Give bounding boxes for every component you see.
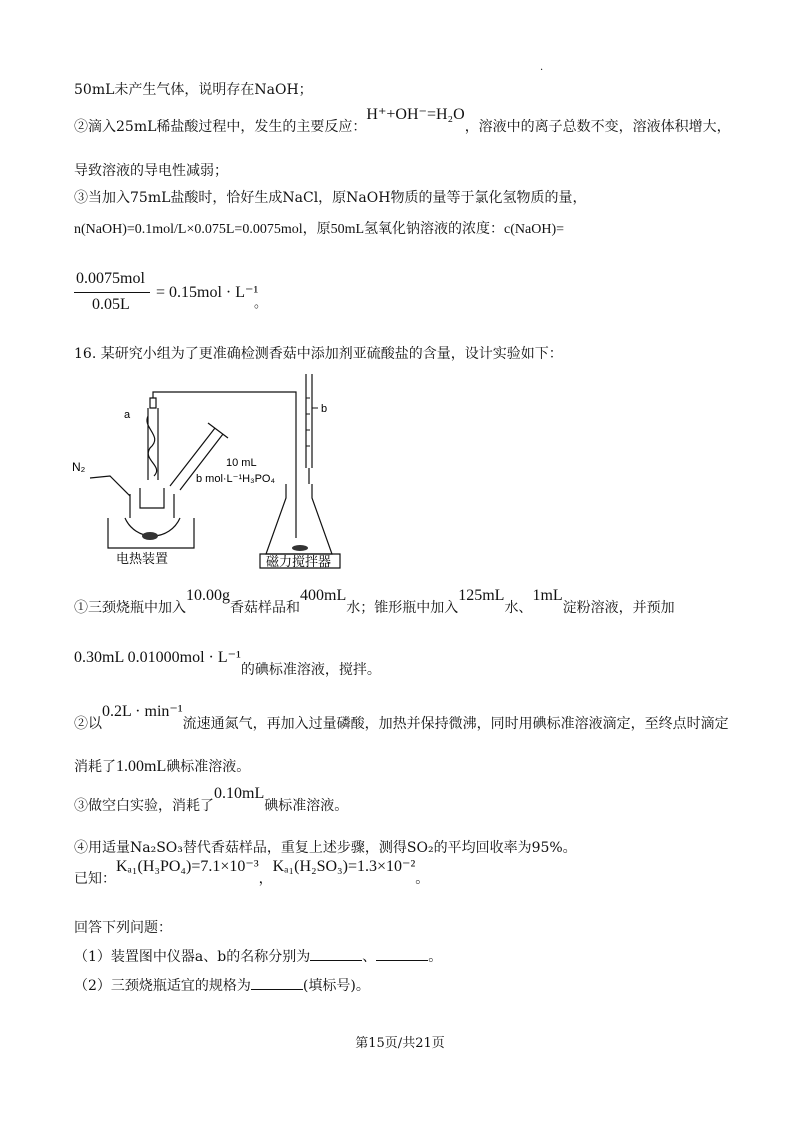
burette-b bbox=[306, 374, 312, 484]
label-n2: N₂ bbox=[72, 460, 86, 474]
step-1-text-d: 水、 bbox=[504, 600, 533, 616]
sub-question-1-sep: 、 bbox=[362, 949, 377, 965]
ionic-equation: H⁺+OH⁻=H₂O bbox=[366, 106, 465, 123]
three-neck-flask bbox=[130, 488, 174, 518]
fraction-bar bbox=[74, 292, 150, 293]
n2-inlet-tube bbox=[90, 476, 130, 496]
sub-question-1-end: 。 bbox=[428, 949, 443, 965]
step-1-text-b: 香菇样品和 bbox=[230, 600, 300, 616]
step-2-line-2 bbox=[74, 757, 250, 777]
step-2-line-1 bbox=[74, 703, 729, 734]
stir-bar bbox=[292, 545, 308, 551]
step-2-flow: 0.2L · min⁻¹ bbox=[102, 703, 183, 720]
step-1-text-e: 淀粉溶液，并预加 bbox=[562, 600, 675, 616]
answer-blank-a[interactable] bbox=[310, 946, 362, 961]
sub-question-2-end: (填标号)。 bbox=[302, 978, 370, 994]
label-stirrer: 磁力搅拌器 bbox=[266, 554, 332, 569]
header-dot: . bbox=[540, 62, 544, 73]
step-3-text-b: 碘标准溶液。 bbox=[264, 798, 349, 814]
fraction-denominator: 0.05L bbox=[92, 296, 130, 313]
answer-blank-b[interactable] bbox=[376, 946, 428, 961]
step-4-line: ④用适量Na₂SO₃替代香菇样品，重复上述步骤，测得SO₂的平均回收率为95%。 bbox=[74, 840, 577, 856]
known-separator: ， bbox=[258, 871, 273, 887]
label-10ml: 10 mL bbox=[226, 457, 257, 469]
step-1-mass: 10.00g bbox=[186, 587, 230, 604]
known-end: 。 bbox=[415, 871, 430, 887]
step-1-iodine: 0.30mL 0.01000mol · L⁻¹ bbox=[74, 649, 241, 666]
erlenmeyer-flask bbox=[266, 484, 332, 554]
step-1-starch: 1mL bbox=[532, 587, 563, 604]
step-1-line-1 bbox=[74, 587, 675, 618]
label-heater: 电热装置 bbox=[116, 551, 169, 566]
ka1-h2so3: Kₐ₁(H₂SO₃)=1.3×10⁻² bbox=[272, 858, 416, 875]
step-1-water: 400mL bbox=[300, 587, 347, 604]
sub-question-2-text: （2）三颈烧瓶适宜的规格为 bbox=[74, 978, 251, 994]
answer-intro: 回答下列问题： bbox=[74, 920, 172, 936]
question-16-title: 16. 某研究小组为了更准确检测香菇中添加剂亚硫酸盐的含量，设计实验如下： bbox=[74, 346, 563, 362]
text-line-2-suffix: ，溶液中的离子总数不变，溶液体积增大， bbox=[464, 119, 731, 135]
text-line-5: n(NaOH)=0.1mol/L×0.075L=0.0075mol，原50mL氢氧化钠溶液的浓度：c(NaOH)= bbox=[74, 222, 565, 237]
known-constants-line bbox=[74, 858, 430, 889]
step-2-text-c: 消耗了 bbox=[74, 759, 116, 775]
step-3-line bbox=[74, 785, 349, 816]
label-reagent: b mol·L⁻¹H₃PO₄ bbox=[196, 473, 275, 485]
step-1-flask-water: 125mL bbox=[458, 587, 505, 604]
label-b: b bbox=[321, 403, 328, 415]
step-1-text-f: 的碘标准溶液，搅拌。 bbox=[240, 662, 381, 678]
condenser-a bbox=[147, 408, 158, 480]
sub-question-2 bbox=[74, 975, 370, 996]
step-2-text-b: 流速通氮气，再加入过量磷酸，加热并保持微沸，同时用碘标准溶液滴定，至终点时滴定 bbox=[182, 716, 729, 732]
step-2-text-d: 碘标准溶液。 bbox=[166, 759, 251, 775]
step-1-line-2 bbox=[74, 649, 381, 680]
answer-blank-flask[interactable] bbox=[251, 975, 303, 990]
text-line-2-prefix: ②滴入25mL稀盐酸过程中，发生的主要反应： bbox=[74, 119, 367, 135]
sub-question-1-text: （1）装置图中仪器a、b的名称分别为 bbox=[74, 949, 311, 965]
step-1-text-c: 水；锥形瓶中加入 bbox=[346, 600, 459, 616]
text-line-3: 导致溶液的导电性减弱； bbox=[74, 163, 228, 179]
step-1-text-a: ①三颈烧瓶中加入 bbox=[74, 600, 186, 616]
known-label: 已知： bbox=[74, 871, 116, 887]
step-3-text-a: ③做空白实验，消耗了 bbox=[74, 798, 214, 814]
apparatus-diagram bbox=[70, 368, 370, 574]
step-3-volume: 0.10mL bbox=[214, 785, 265, 802]
text-line-2 bbox=[74, 106, 731, 137]
sub-question-1 bbox=[74, 946, 442, 967]
text-line-1: 50mL未产生气体，说明存在NaOH； bbox=[74, 82, 313, 98]
sample-pellet bbox=[142, 532, 158, 540]
fraction-result: = 0.15mol · L⁻¹ bbox=[156, 284, 259, 301]
ka1-h3po4: Kₐ₁(H₃PO₄)=7.1×10⁻³ bbox=[116, 858, 259, 875]
label-a: a bbox=[124, 409, 131, 421]
step-2-text-a: ②以 bbox=[74, 716, 102, 732]
text-line-4: ③当加入75mL盐酸时，恰好生成NaCl，原NaOH物质的量等于氯化氢物质的量， bbox=[74, 190, 587, 206]
fraction-period: 。 bbox=[254, 295, 268, 310]
fraction-numerator: 0.0075mol bbox=[76, 270, 145, 287]
step-2-volume: 1.00mL bbox=[116, 758, 167, 775]
page-footer: 第15页/共21页 bbox=[355, 1036, 445, 1051]
condenser-top bbox=[150, 398, 156, 408]
